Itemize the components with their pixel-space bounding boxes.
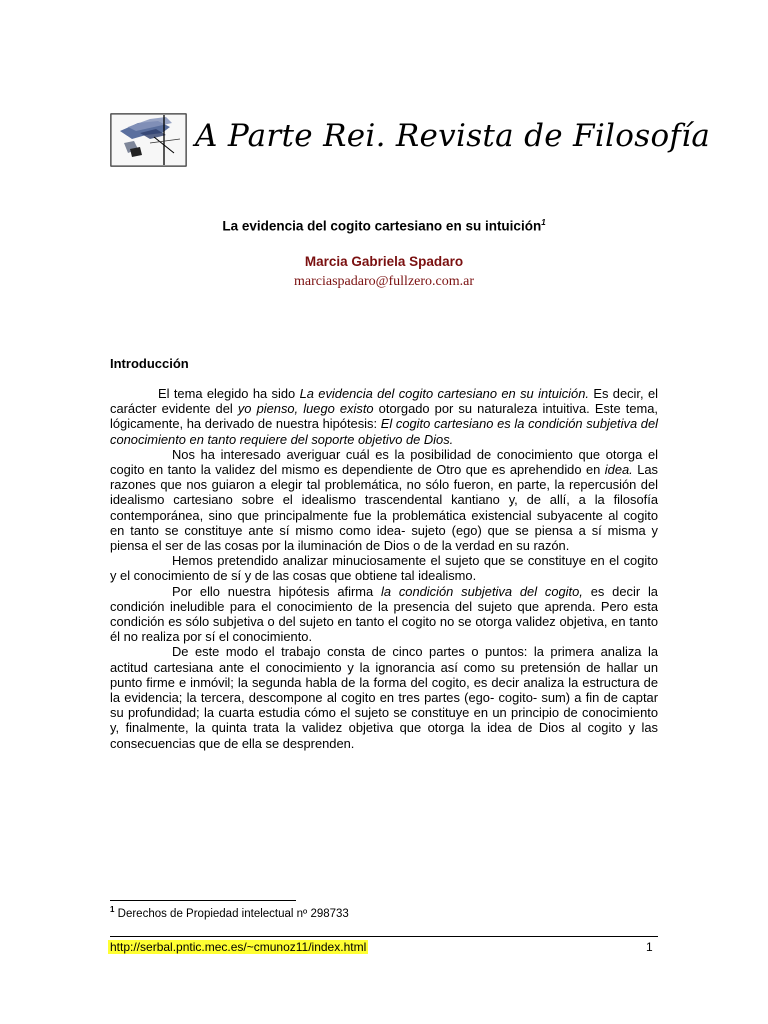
text-span: es decir la condición ineludible para el conocimiento de la presencia del sujeto que aprenda. Pero esta condición es sólo subjetiva o del sujeto en tanto el cogito no se otorga validez objetiva, en tanto él no realiza por sí el conocimiento. (110, 583, 658, 645)
emphasis-text: yo pienso, luego existo (237, 401, 374, 417)
footnote-reference: 1 (541, 218, 546, 227)
emphasis-text: idea. (604, 462, 633, 478)
text-span: Es decir, el carácter evidente del (110, 386, 658, 417)
section-heading: Introducción (110, 356, 189, 371)
paragraph (110, 584, 658, 645)
footnote-text: Derechos de Propiedad intelectual nº 298733 (114, 907, 349, 920)
footer-url-link[interactable]: http://serbal.pntic.mec.es/~cmunoz11/index.html (110, 940, 367, 954)
text-span: Las razones que nos guiaron a elegir tal problemática, no sólo fueron, en parte, la repercusión del idealismo cartesiano sobre el idealismo trascendental kantiano y, de allí, a la filosofía contemporánea, sino que principalmente fue la problemática existencial subyacente al cogito en tanto se constituye ante sí mismo como idea- sujeto (ego) que se piensa a sí misma y piensa el ser de las cosas por la iluminación de Dios o de la verdad en su razón. (110, 462, 658, 554)
text-span: Nos ha interesado averiguar cuál es la posibilidad de conocimiento que otorga el cogito en tanto la validez del mismo es dependiente de Otro que es aprehendido en (110, 446, 658, 478)
footnote (110, 905, 349, 920)
footnote-divider (110, 900, 296, 901)
paragraph: Hemos pretendido analizar minuciosamente el sujeto que se constituye en el cogito y el conocimiento de sí y de las cosas que obtiene tal idealismo. (110, 553, 658, 584)
text-span: El tema elegido ha sido (158, 386, 300, 401)
journal-logo-icon (110, 113, 187, 167)
paragraph: De este modo el trabajo consta de cinco partes o puntos: la primera analiza la actitud cartesiana ante el conocimiento y la ignorancia así como su pretensión de hallar un punto firme e inmóvil; la segunda habla de la forma del cogito, es decir analiza la estructura de la evidencia; la tercera, descompone al cogito en tres partes (ego- cogito- sum) a fin de captar su profundidad; la cuarta estudia cómo el sujeto se constituye en un principio de conocimiento y, finalmente, la quinta trata la validez objetiva que otorga la idea de Dios al cogito y las consecuencias que de ella se desprenden. (110, 644, 658, 751)
page-number: 1 (646, 940, 653, 954)
footer-divider (110, 936, 658, 937)
author-email[interactable]: marciaspadaro@fullzero.com.ar (293, 274, 475, 289)
article-title (110, 218, 658, 234)
article-title-text: La evidencia del cogito cartesiano en su intuición (222, 218, 542, 234)
paragraph (110, 386, 658, 447)
footnote-number: 1 (110, 905, 115, 914)
author-name: Marcia Gabriela Spadaro (304, 254, 464, 269)
emphasis-text: la condición subjetiva del cogito, (380, 583, 583, 599)
emphasis-text: La evidencia del cogito cartesiano en su intuición. (299, 386, 589, 401)
text-span: otorgado por su naturaleza intuitiva. Este tema, lógicamente, ha derivado de nuestra hipótesis: (110, 401, 658, 432)
paragraph (110, 447, 658, 553)
text-span: Por ello nuestra hipótesis afirma (172, 583, 381, 599)
body-text (110, 386, 658, 751)
journal-title: A Parte Rei. Revista de Filosofía (195, 118, 711, 154)
emphasis-text: El cogito cartesiano es la condición subjetiva del conocimiento en tanto requiere del soporte objetivo de Dios. (110, 416, 658, 447)
